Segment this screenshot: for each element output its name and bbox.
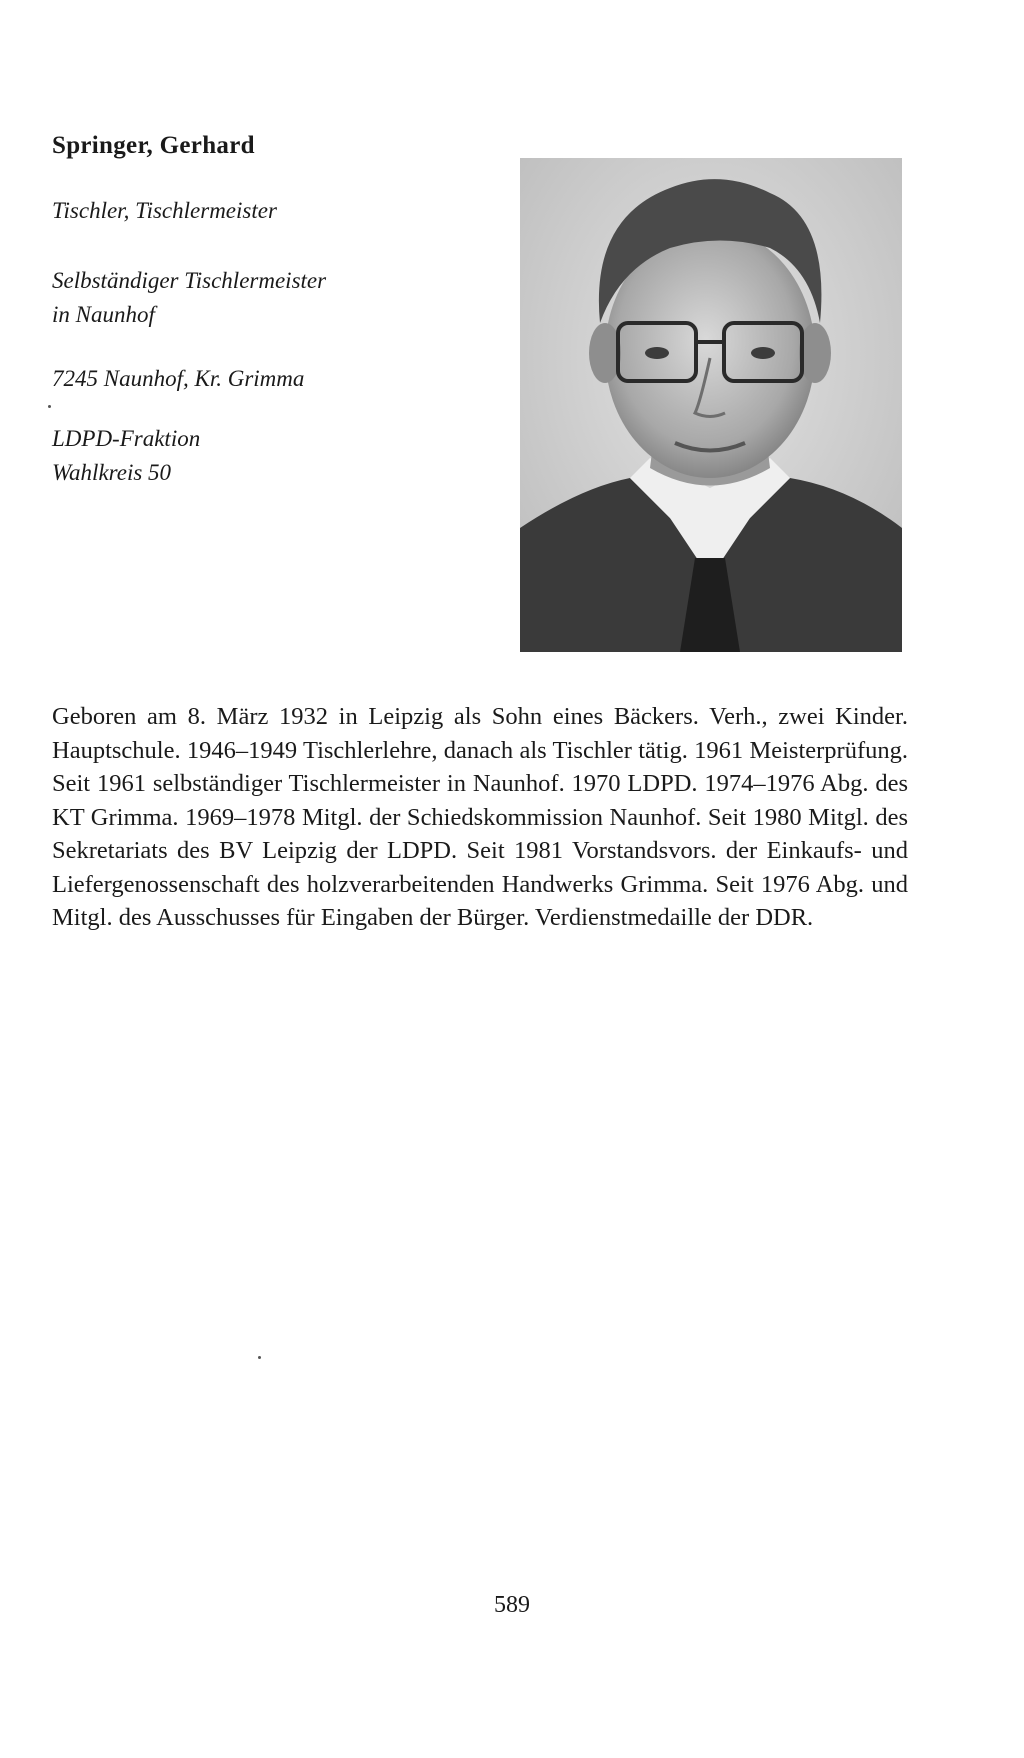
page-number: 589 — [494, 1592, 530, 1618]
address: 7245 Naunhof, Kr. Grimma — [52, 366, 305, 391]
position — [52, 264, 326, 332]
fraction-block — [52, 422, 200, 490]
biography-text: Geboren am 8. März 1932 in Leipzig als Sohn eines Bäckers. Verh., zwei Kinder. Hauptschule. 1946–1949 Tischlerlehre, danach als Tischler tätig. 1961 Meisterprüfung. Seit 1961 selbständiger Tischlermeister in Naunhof. 1970 LDPD. 1974–1976 Abg. des KT Grimma. 1969–1978 Mitgl. der Schiedskommission Naunhof. Seit 1980 Mitgl. des Sekretariats des BV Leipzig der LDPD. Seit 1981 Vorstandsvors. der Einkaufs- und Liefergenossenschaft des holzverarbeitenden Handwerks Grimma. Seit 1976 Abg. und Mitgl. des Ausschusses für Eingaben der Bürger. Verdienstmedaille der DDR. — [52, 703, 908, 931]
person-name: Springer, Gerhard — [52, 132, 255, 159]
portrait-photo — [520, 158, 902, 652]
portrait-illustration — [520, 158, 902, 652]
constituency: Wahlkreis 50 — [52, 460, 172, 485]
fraction: LDPD-Fraktion — [52, 426, 201, 451]
occupation: Tischler, Tischlermeister — [52, 198, 277, 223]
print-speck — [258, 1356, 261, 1359]
print-speck — [48, 405, 51, 408]
position-line-1: Selbständiger Tischlermeister — [52, 268, 327, 293]
position-line-2: in Naunhof — [52, 302, 155, 327]
